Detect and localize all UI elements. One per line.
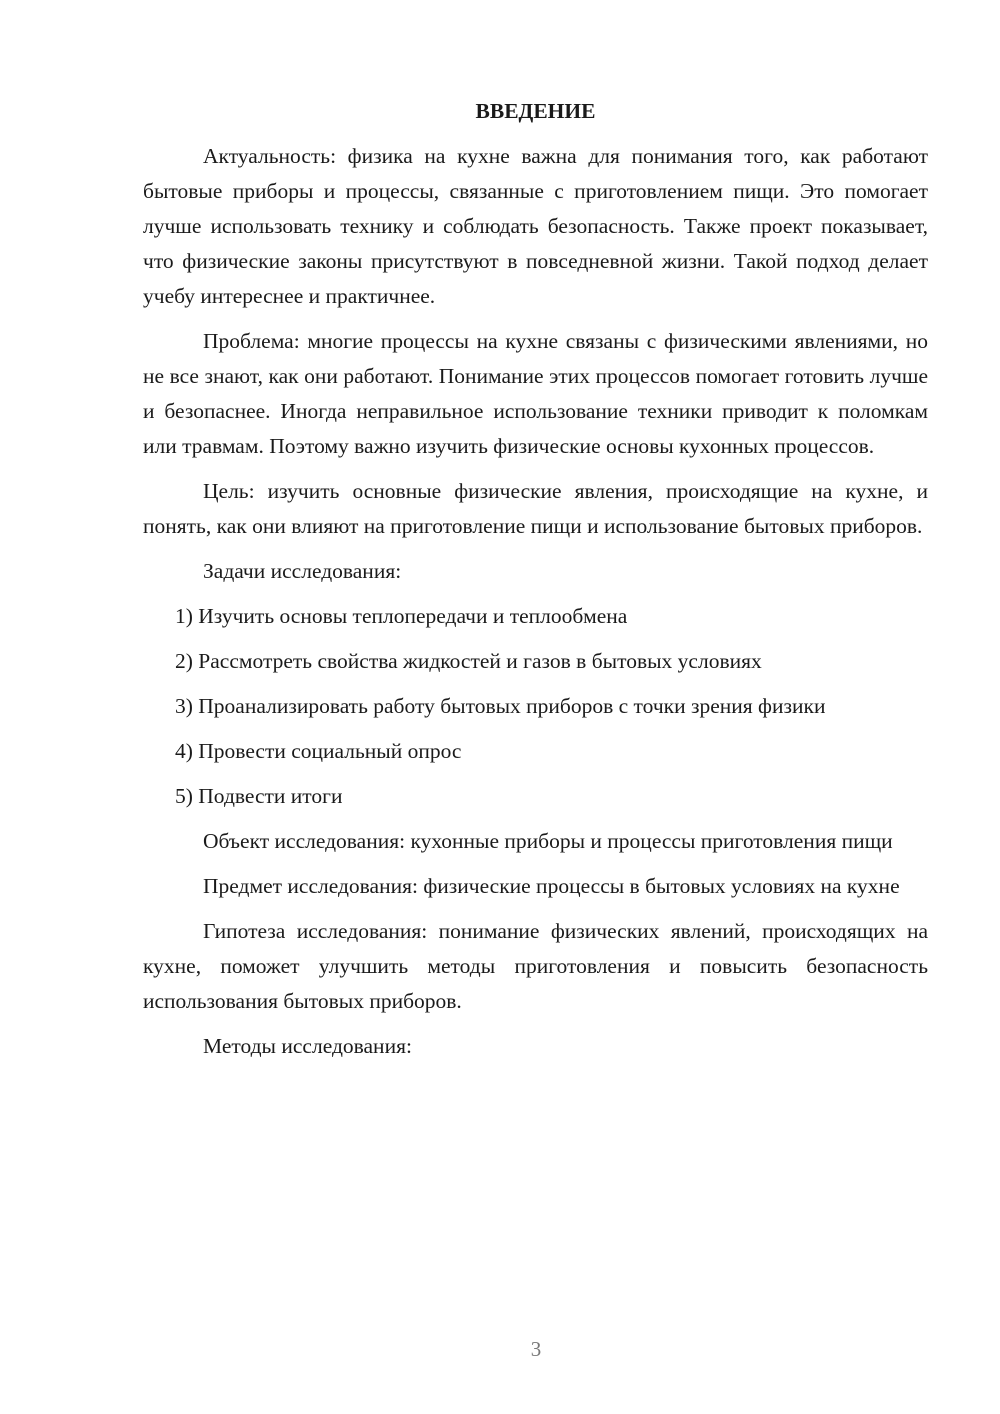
task-item-3: 3) Проанализировать работу бытовых приборов с точки зрения физики	[175, 694, 826, 718]
goal-paragraph: Цель: изучить основные физические явления, происходящие на кухне, и понять, как они влияют на приготовление пищи и использование бытовых приборов.	[143, 479, 928, 538]
subject-paragraph: Предмет исследования: физические процессы в бытовых условиях на кухне	[203, 874, 900, 898]
task-item-1: 1) Изучить основы теплопередачи и теплообмена	[175, 604, 628, 628]
task-item-4: 4) Провести социальный опрос	[175, 739, 462, 763]
hypothesis-paragraph: Гипотеза исследования: понимание физических явлений, происходящих на кухне, поможет улучшить методы приготовления и повысить безопасность использования бытовых приборов.	[143, 919, 928, 1013]
section-title: ВВЕДЕНИЕ	[475, 99, 596, 123]
tasks-heading: Задачи исследования:	[203, 559, 402, 583]
methods-heading: Методы исследования:	[203, 1034, 412, 1058]
relevance-paragraph: Актуальность: физика на кухне важна для понимания того, как работают бытовые приборы и процессы, связанные с приготовлением пищи. Это помогает лучше использовать технику и соблюдать безопасность. Также проект показывает, что физические законы присутствуют в повседневной жизни. Такой подход делает учебу интереснее и практичнее.	[143, 144, 928, 308]
page-content	[143, 94, 928, 1074]
page-number: 3	[530, 1337, 542, 1361]
task-item-2: 2) Рассмотреть свойства жидкостей и газов в бытовых условиях	[175, 649, 762, 673]
task-item-5: 5) Подвести итоги	[175, 784, 343, 808]
object-paragraph: Объект исследования: кухонные приборы и процессы приготовления пищи	[203, 829, 893, 853]
problem-paragraph: Проблема: многие процессы на кухне связаны с физическими явлениями, но не все знают, как они работают. Понимание этих процессов помогает готовить лучше и безопаснее. Иногда неправильное использование техники приводит к поломкам или травмам. Поэтому важно изучить физические основы кухонных процессов.	[143, 329, 928, 458]
